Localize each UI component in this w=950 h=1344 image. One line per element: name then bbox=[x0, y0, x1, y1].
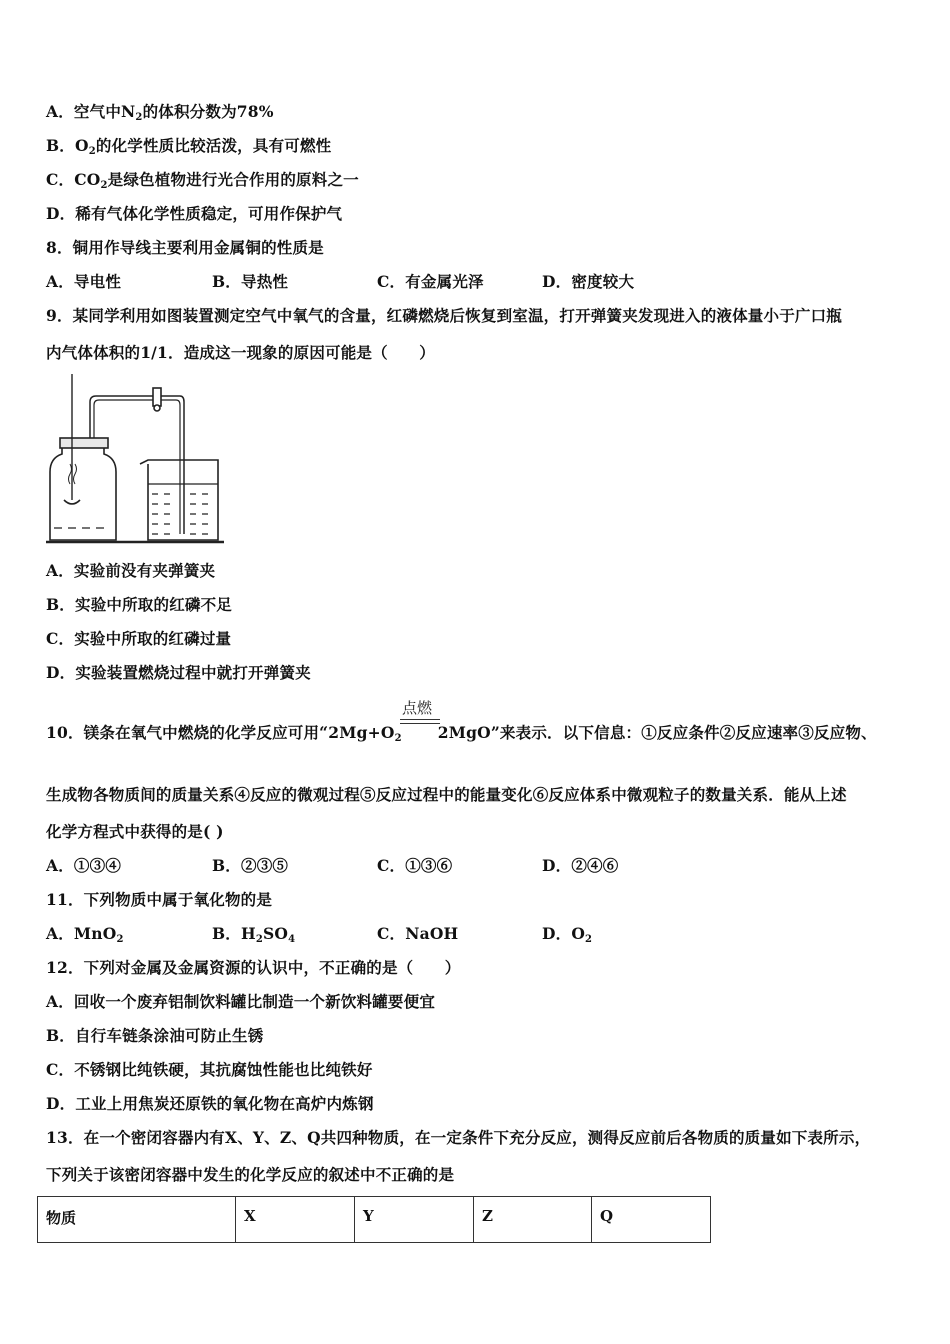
q8-option-c: C．有金属光泽 bbox=[377, 272, 484, 291]
q9-stem-line1: 9．某同学利用如图装置测定空气中氧气的含量，红磷燃烧后恢复到室温，打开弹簧夹发现进入的液体量小于广口瓶 bbox=[46, 306, 842, 325]
q10-option-c: C．①③⑥ bbox=[377, 856, 453, 875]
table-header-cell: Q bbox=[592, 1197, 711, 1243]
q9-option-c: C．实验中所取的红磷过量 bbox=[46, 629, 232, 648]
stopper bbox=[60, 438, 108, 448]
beaker-outline bbox=[140, 460, 218, 540]
q11-option-c: C．NaOH bbox=[377, 924, 459, 943]
q9-stem-line2: 内气体体积的1/1．造成这一现象的原因可能是（ ） bbox=[46, 343, 435, 362]
q10-option-a: A．①③④ bbox=[46, 856, 122, 875]
q13-stem-line2: 下列关于该密闭容器中发生的化学反应的叙述中不正确的是 bbox=[46, 1165, 455, 1184]
q11-option-d: D．$O_2$ bbox=[542, 924, 593, 945]
table-header-cell: Y bbox=[355, 1197, 474, 1243]
spring-clamp bbox=[153, 388, 161, 406]
q8-stem: 8．铜用作导线主要利用金属铜的性质是 bbox=[46, 238, 324, 257]
q7-option-a: A．空气中$N_2$的体积分数为78% bbox=[46, 102, 274, 123]
q12-option-a: A．回收一个废弃铝制饮料罐比制造一个新饮料罐要便宜 bbox=[46, 992, 436, 1011]
table-header-cell: Z bbox=[474, 1197, 592, 1243]
q7-option-c: C．$CO_2$是绿色植物进行光合作用的原料之一 bbox=[46, 170, 359, 191]
q12-stem: 12．下列对金属及金属资源的认识中，不正确的是（ ） bbox=[46, 958, 461, 977]
q7-option-b: B．$O_2$的化学性质比较活泼，具有可燃性 bbox=[46, 136, 332, 157]
q10-stem-line3: 化学方程式中获得的是( ) bbox=[46, 822, 224, 841]
q10-stem-line1: 10．镁条在氧气中燃烧的化学反应可用“$2Mg+O_2$ 2MgO”来表示．以下信息：①反应条件②反应速率③反应物、 bbox=[46, 723, 877, 744]
q10-option-b: B．②③⑤ bbox=[212, 856, 289, 875]
q12-option-b: B．自行车链条涂油可防止生锈 bbox=[46, 1026, 264, 1045]
q12-option-c: C．不锈钢比纯铁硬，其抗腐蚀性能也比纯铁好 bbox=[46, 1060, 373, 1079]
q11-option-b: B．$H_2SO_4$ bbox=[212, 924, 296, 945]
burning-spoon bbox=[64, 500, 80, 504]
q7-option-d: D．稀有气体化学性质稳定，可用作保护气 bbox=[46, 204, 343, 223]
connecting-tube bbox=[90, 396, 184, 534]
q9-option-b: B．实验中所取的红磷不足 bbox=[46, 595, 233, 614]
mass-table bbox=[37, 1196, 711, 1243]
q8-option-b: B．导热性 bbox=[212, 272, 289, 291]
q11-option-a: A．MnO$_2$ bbox=[46, 924, 124, 945]
apparatus-diagram bbox=[44, 372, 234, 548]
q13-stem-line1: 13．在一个密闭容器内有X、Y、Z、Q共四种物质，在一定条件下充分反应，测得反应前后各物质的质量如下表所示， bbox=[46, 1128, 871, 1147]
q9-option-d: D．实验装置燃烧过程中就打开弹簧夹 bbox=[46, 663, 311, 682]
q9-option-a: A．实验前没有夹弹簧夹 bbox=[46, 561, 216, 580]
table-header-cell: 物质 bbox=[38, 1197, 236, 1243]
q8-option-d: D．密度较大 bbox=[542, 272, 635, 291]
q11-stem: 11．下列物质中属于氧化物的是 bbox=[46, 890, 273, 909]
q12-option-d: D．工业上用焦炭还原铁的氧化物在高炉内炼钢 bbox=[46, 1094, 374, 1113]
q10-option-d: D．②④⑥ bbox=[542, 856, 619, 875]
table-header-cell: X bbox=[236, 1197, 355, 1243]
table-header-row bbox=[38, 1197, 711, 1243]
reaction-condition: 点燃 bbox=[402, 699, 433, 717]
q8-option-a: A．导电性 bbox=[46, 272, 122, 291]
jar-outline bbox=[50, 444, 116, 540]
q10-stem-line2: 生成物各物质间的质量关系④反应的微观过程⑤反应过程中的能量变化⑥反应体系中微观粒子的数量关系．能从上述 bbox=[46, 785, 847, 804]
